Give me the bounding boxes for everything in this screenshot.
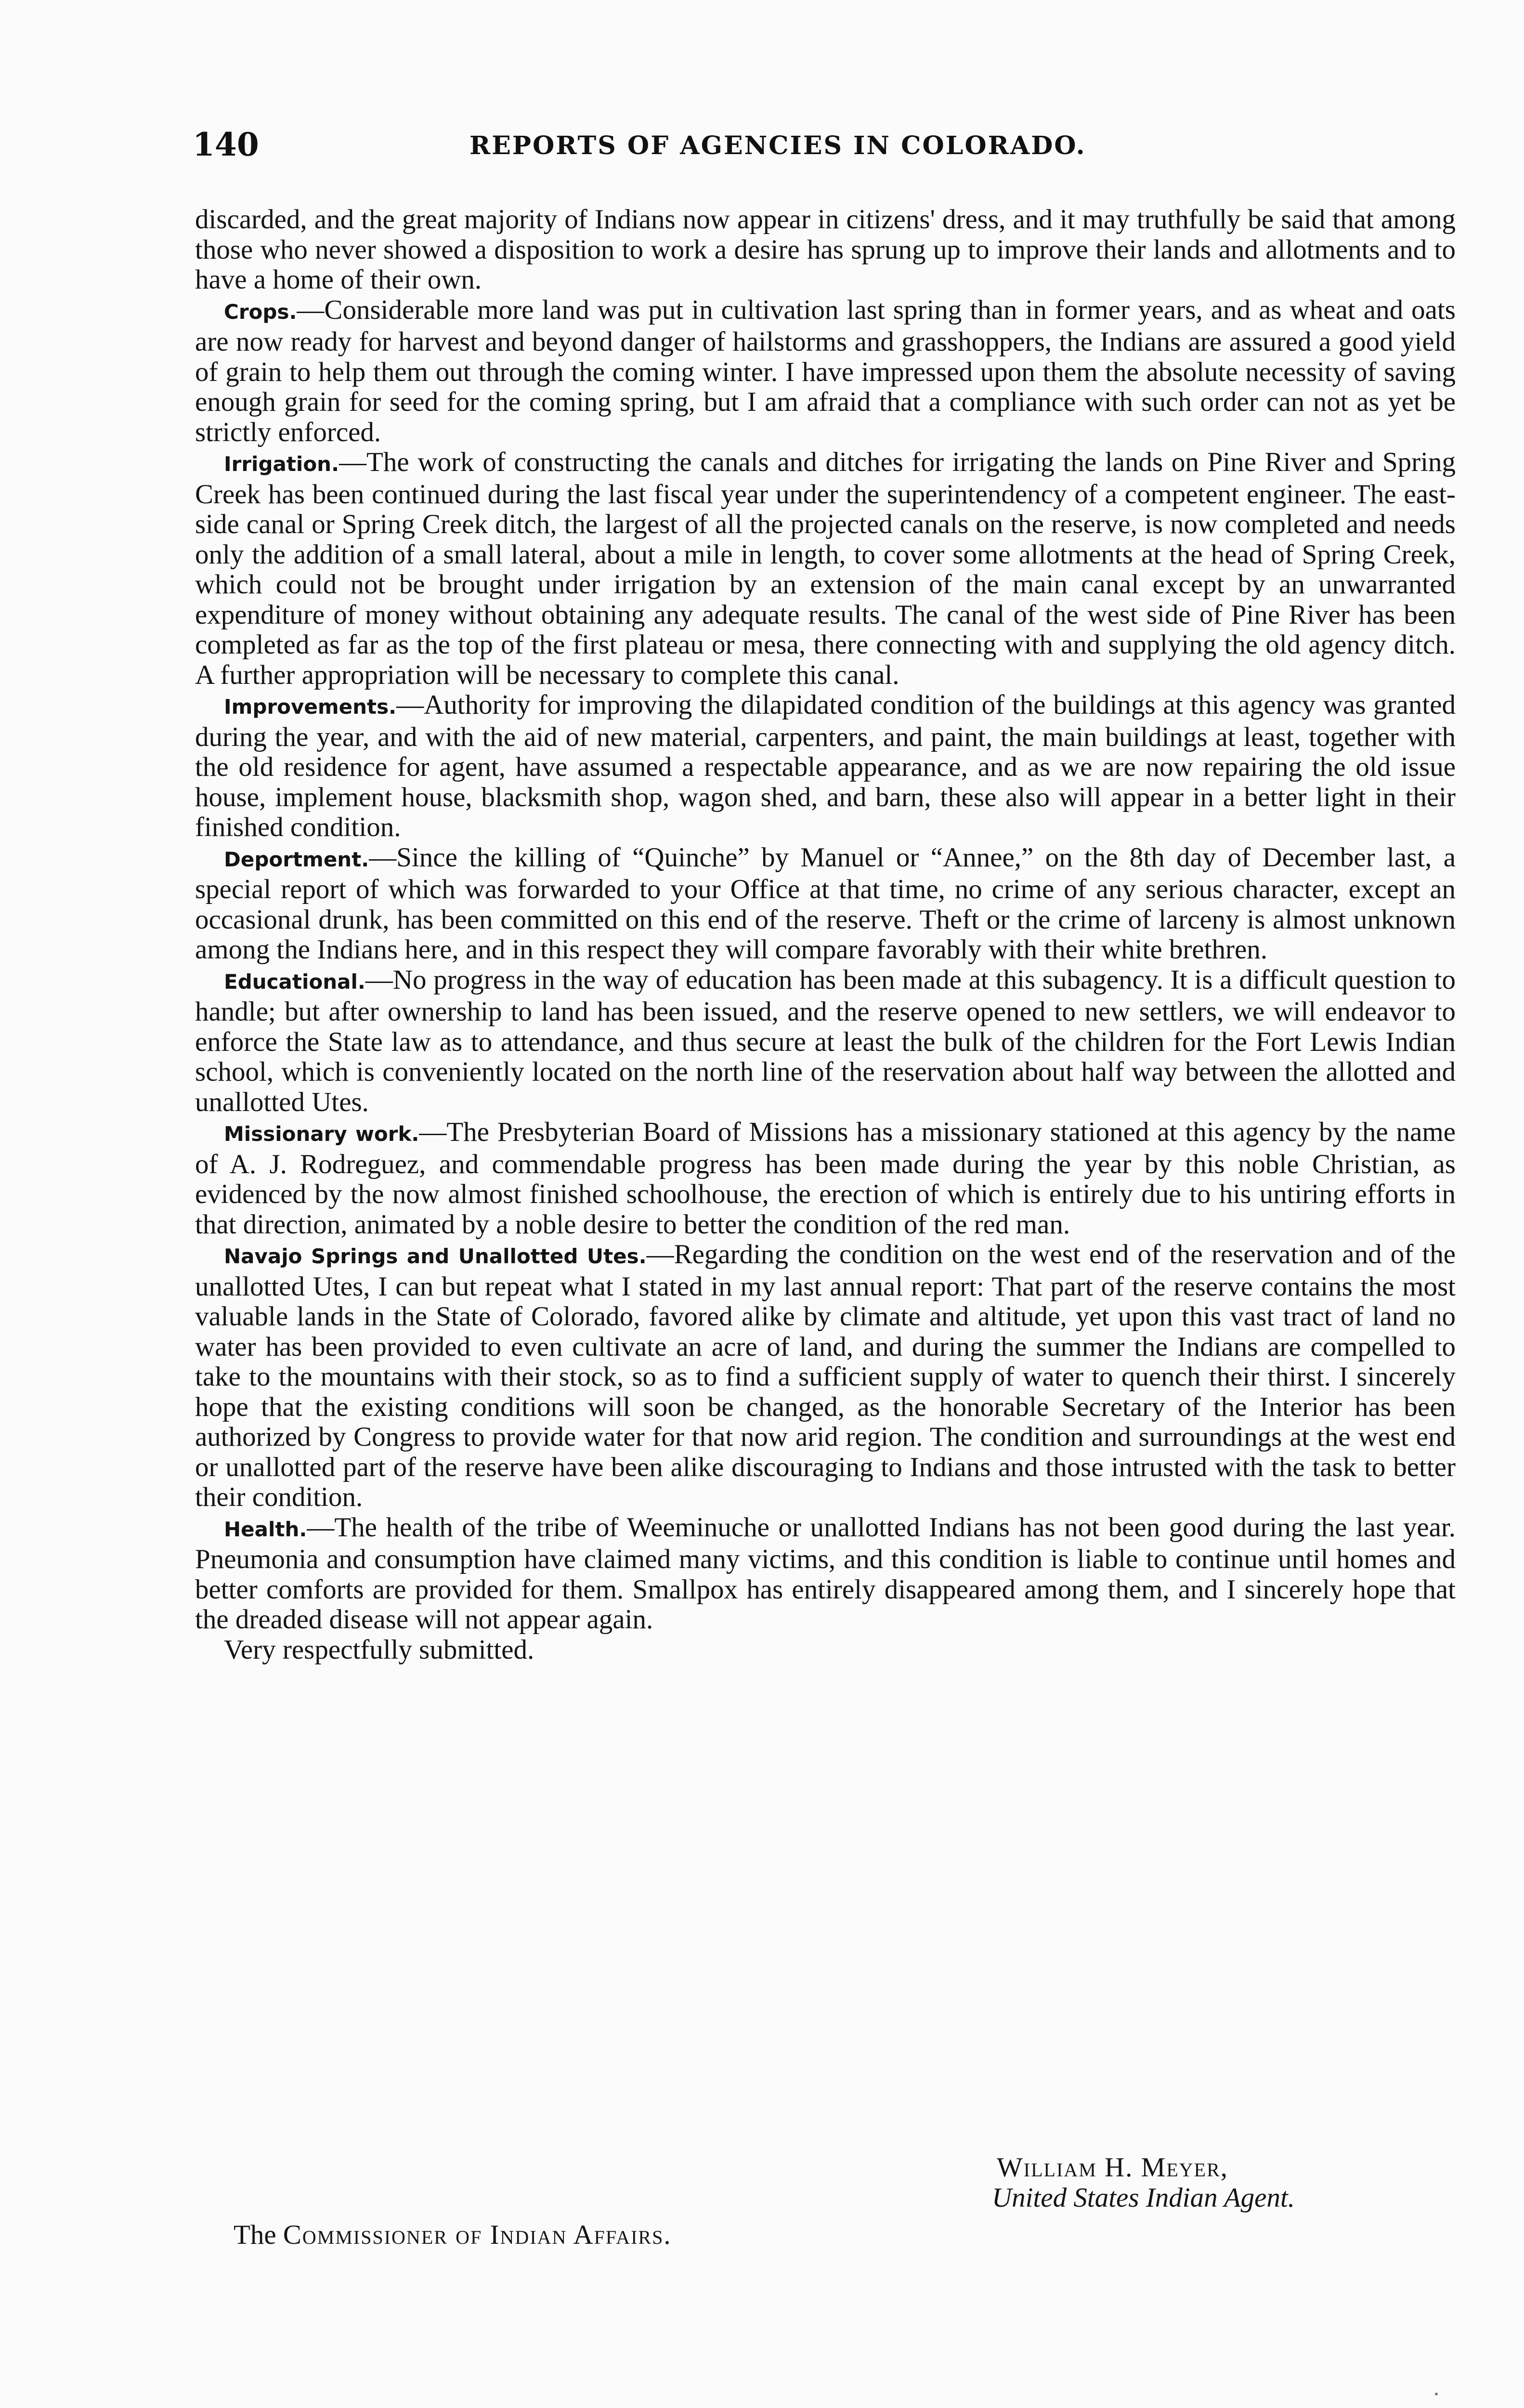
addressee-text: Commissioner of Indian Affairs. bbox=[283, 2220, 672, 2250]
paragraph-deportment bbox=[195, 843, 1456, 965]
section-heading-deportment: Deportment. bbox=[224, 847, 369, 871]
paragraph-text: discarded, and the great majority of Indians now appear in citizens' dress, and it may truthfully be said that among those who never showed a disposition to work a desire has sprung up to improve their lands and allotments and to have a home of their own. bbox=[195, 204, 1456, 295]
paragraph-text: —The work of constructing the canals and ditches for irrigating the lands on Pine River and Spring Creek has been continued during the last fiscal year under the superintendency of a competent engineer. The east-side canal or Spring Creek ditch, the largest of all the projected canals on the reserve, is now completed and needs only the addition of a small lateral, about a mile in length, to cover some allotments at the head of Spring Creek, which could not be brought under irrigation by an extension of the main canal except by an unwarranted expenditure of money without obtaining any adequate results. The canal of the west side of Pine River has been completed as far as the top of the first plateau or mesa, there connecting with and supplying the old agency ditch. A further appropriation will be necessary to complete this canal. bbox=[195, 447, 1456, 690]
paper-speck bbox=[1435, 2393, 1438, 2395]
paragraph-text: —No progress in the way of education has been made at this subagency. It is a difficult question to handle; but after ownership to land has been issued, and the reserve opened to new settlers, we will endeavor to enforce the State law as to attendance, and thus secure at least the bulk of the children for the Fort Lewis Indian school, which is conveniently located on the north line of the reservation about half way between the allotted and unallotted Utes. bbox=[195, 964, 1456, 1117]
paragraph-text: Very respectfully submitted. bbox=[224, 1634, 534, 1665]
page-header bbox=[193, 123, 1459, 176]
paragraph-educational bbox=[195, 965, 1456, 1118]
section-heading-irrigation: Irrigation. bbox=[224, 452, 339, 476]
paragraph-text: —The Presbyterian Board of Missions has a missionary stationed at this agency by the name of A. J. Rodreguez, and commendable progress has been made during the year by this noble Christian, as evidenced by the now almost finished schoolhouse, the erection of which is entirely due to his untiring efforts in that direction, animated by a noble desire to better the condition of the red man. bbox=[195, 1117, 1456, 1240]
paragraph-navajo-springs bbox=[195, 1240, 1456, 1513]
paragraph-text: —Since the killing of “Quinche” by Manuel or “Annee,” on the 8th day of December last, a special report of which was forwarded to your Office at that time, no crime of any serious character, except an occasional drunk, has been committed on this end of the reserve. Theft or the crime of larceny is almost unknown among the Indians here, and in this respect they will compare favorably with their white brethren. bbox=[195, 842, 1456, 965]
signature-name: William H. Meyer, bbox=[997, 2152, 1229, 2183]
paragraph-continuation bbox=[195, 205, 1456, 295]
section-heading-crops: Crops. bbox=[224, 300, 297, 324]
addressee-line bbox=[234, 2220, 672, 2251]
paragraph-health bbox=[195, 1513, 1456, 1635]
paragraph-missionary-work bbox=[195, 1117, 1456, 1240]
paragraph-text: —Authority for improving the dilapidated condition of the buildings at this agency was granted during the year, and with the aid of new material, carpenters, and paint, the main buildings at least, together with the old residence for agent, have assumed a respectable appearance, and as we are now repairing the old issue house, implement house, blacksmith shop, wagon shed, and barn, these also will appear in a better light in their finished condition. bbox=[195, 690, 1456, 842]
report-body bbox=[195, 205, 1456, 1665]
section-heading-educational: Educational. bbox=[224, 969, 365, 994]
paragraph-improvements bbox=[195, 690, 1456, 843]
section-heading-navajo-springs: Navajo Springs and Unallotted Utes. bbox=[224, 1244, 647, 1268]
paragraph-text: —The health of the tribe of Weeminuche or unallotted Indians has not been good during the last year. Pneumonia and consumption have claimed many victims, and this condition is liable to continue until homes and better comforts are provided for them. Smallpox has entirely disappeared among them, and I sincerely hope that the dreaded disease will not appear again. bbox=[195, 1512, 1456, 1635]
paragraph-irrigation bbox=[195, 447, 1456, 690]
section-heading-missionary-work: Missionary work. bbox=[224, 1122, 419, 1146]
page-number: 140 bbox=[193, 126, 259, 163]
paragraph-text: —Regarding the condition on the west end of the reservation and of the unallotted Utes, I can but repeat what I stated in my last annual report: That part of the reserve contains the most valuable lands in the State of Colorado, favored alike by climate and altitude, yet upon this vast tract of land no water has been provided to even cultivate an acre of land, and during the summer the Indians are compelled to take to the mountains with their stock, so as to find a sufficient supply of water to quench their thirst. I sincerely hope that the existing conditions will soon be changed, as the honorable Secretary of the Interior has been authorized by Congress to provide water for that now arid region. The condition and surroundings at the west end or unallotted part of the reserve have been alike discouraging to Indians and those intrusted with the task to better their condition. bbox=[195, 1239, 1456, 1512]
signature-title: United States Indian Agent. bbox=[992, 2182, 1295, 2213]
addressee-prefix: The bbox=[234, 2220, 283, 2250]
running-title: REPORTS OF AGENCIES IN COLORADO. bbox=[469, 131, 1086, 160]
paragraph-closing bbox=[195, 1635, 1456, 1665]
paragraph-crops bbox=[195, 295, 1456, 448]
signature-block bbox=[992, 2153, 1454, 2213]
paragraph-text: —Considerable more land was put in cultivation last spring than in former years, and as wheat and oats are now ready for harvest and beyond danger of hailstorms and grasshoppers, the Indians are assured a good yield of grain to help them out through the coming winter. I have impressed upon them the absolute necessity of saving enough grain for seed for the coming spring, but I am afraid that a compliance with such order can not as yet be strictly enforced. bbox=[195, 294, 1456, 447]
section-heading-improvements: Improvements. bbox=[224, 695, 397, 719]
section-heading-health: Health. bbox=[224, 1517, 307, 1541]
